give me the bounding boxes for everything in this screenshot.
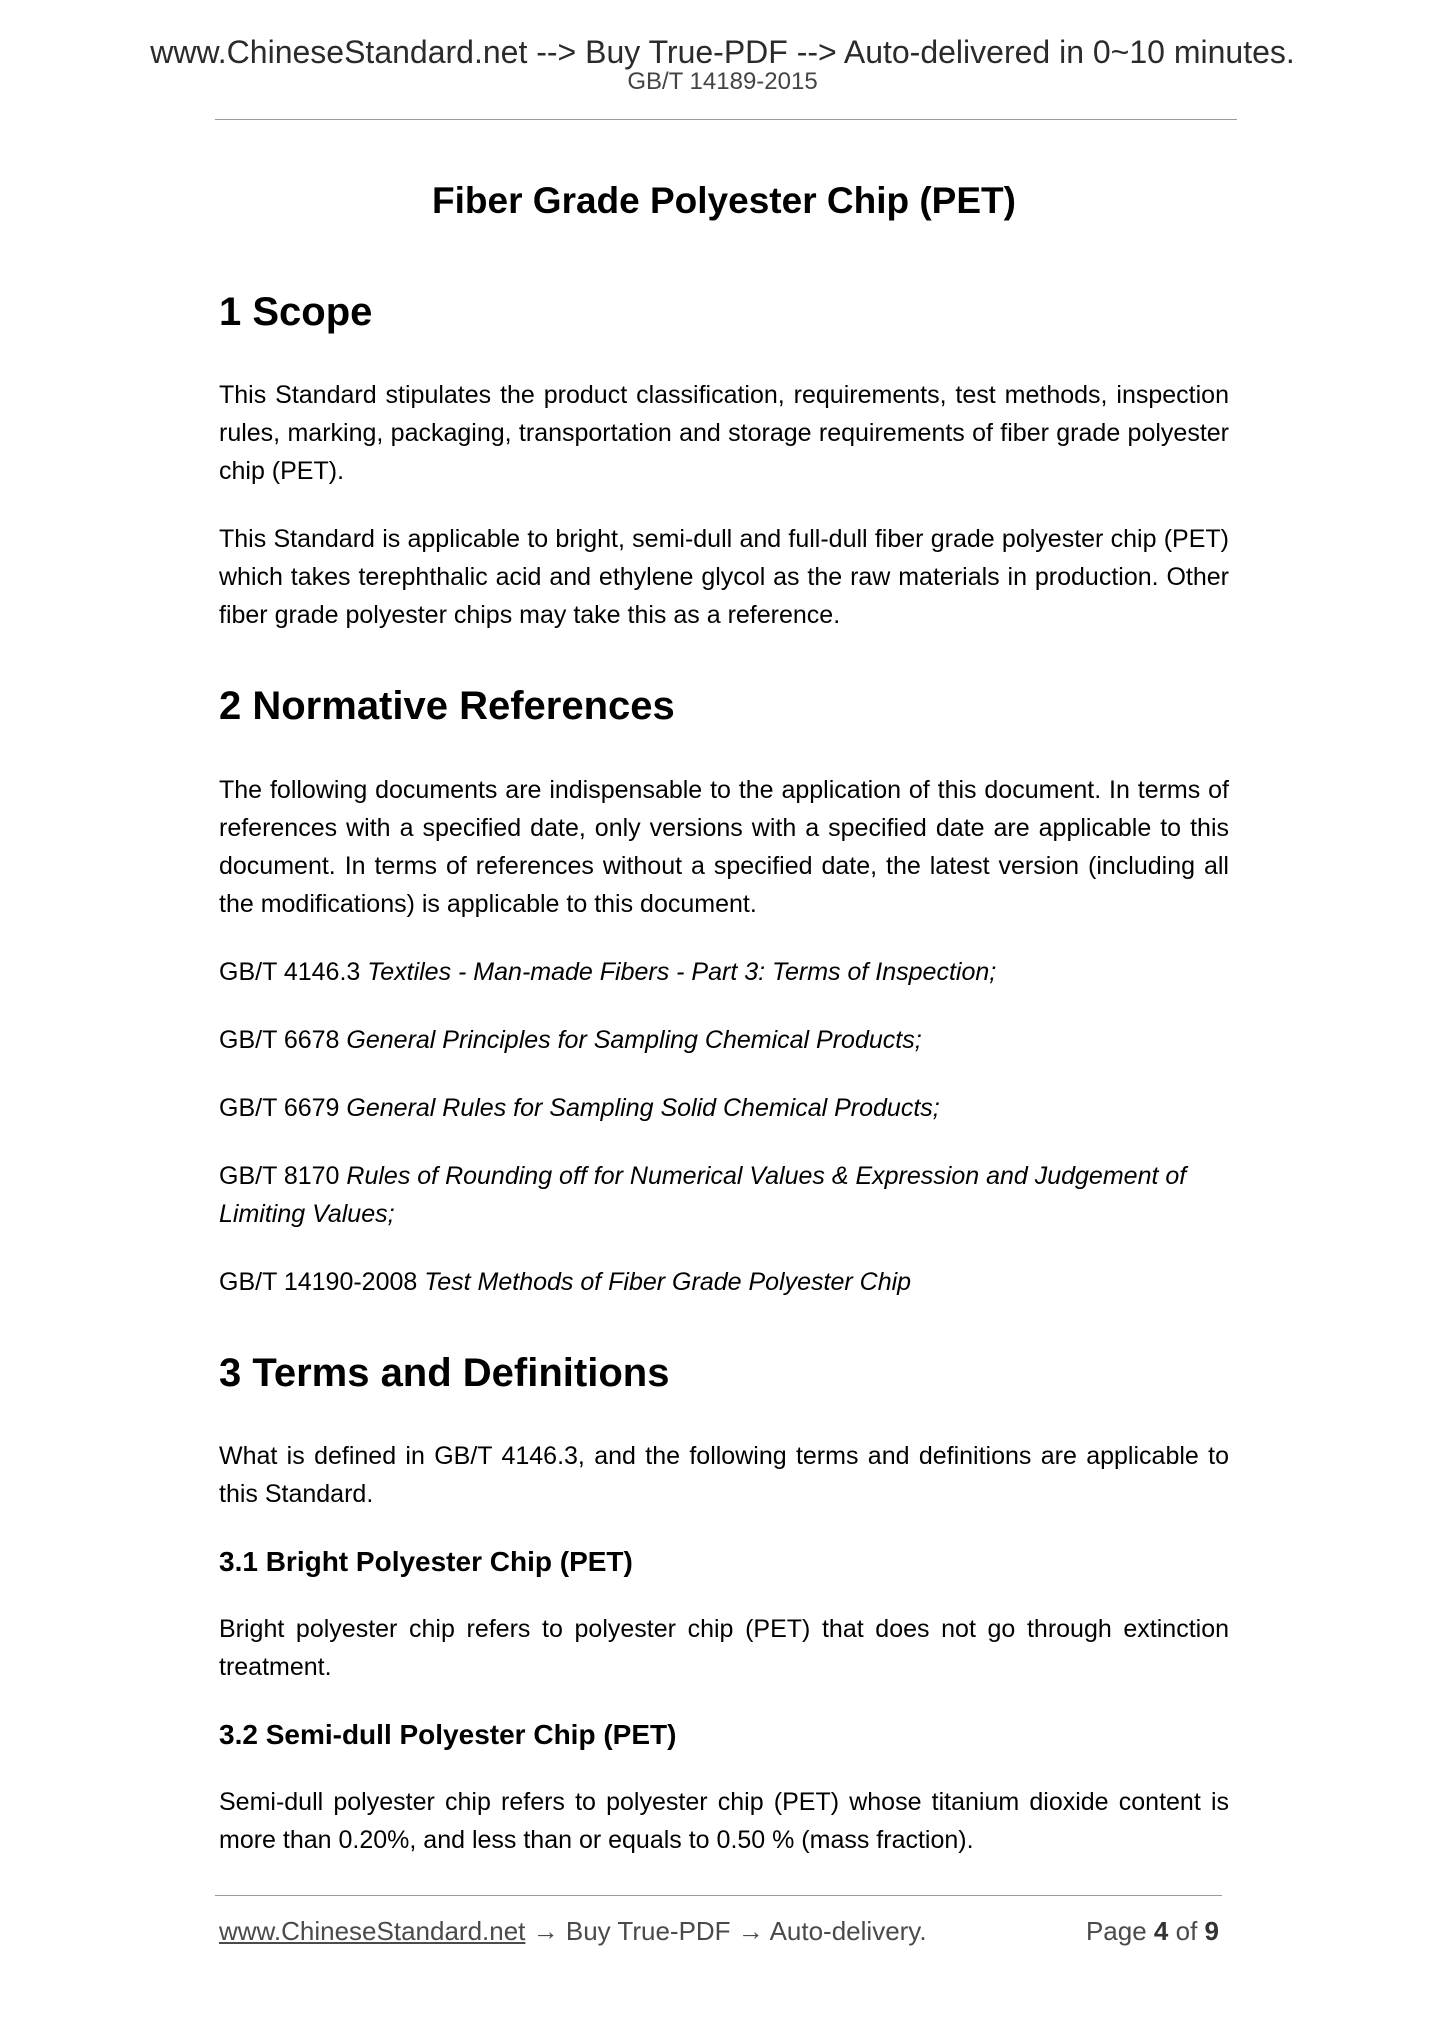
header-divider	[215, 119, 1237, 120]
reference-title: Textiles - Man-made Fibers - Part 3: Terms of Inspection;	[367, 958, 997, 986]
reference-code: GB/T 8170	[219, 1162, 340, 1190]
footer-website-link[interactable]: www.ChineseStandard.net	[219, 1916, 526, 1946]
reference-code: GB/T 6678	[219, 1026, 340, 1054]
subsection-heading-semi-dull: 3.2 Semi-dull Polyester Chip (PET)	[219, 1719, 677, 1750]
page-total: 9	[1204, 1916, 1219, 1946]
reference-title: General Rules for Sampling Solid Chemical Products;	[346, 1094, 940, 1122]
scope-paragraph-1: This Standard stipulates the product classification, requirements, test methods, inspection rules, marking, packaging, transportation and storage requirements of fiber grade polyester chip (PET).	[219, 381, 1229, 485]
reference-code: GB/T 6679	[219, 1094, 340, 1122]
reference-code: GB/T 14190-2008	[219, 1268, 418, 1296]
references-intro: The following documents are indispensable to the application of this document. In terms of references with a specified date, only versions with a specified date are applicable to this document. In terms of references without a specified date, the latest version (including all the modifications) is applicable to this document.	[219, 776, 1229, 918]
reference-item	[219, 953, 1229, 991]
reference-item	[219, 1157, 1229, 1233]
reference-title: Rules of Rounding off for Numerical Values & Expression and Judgement of Limiting Values;	[219, 1162, 1187, 1228]
subsection-heading-bright: 3.1 Bright Polyester Chip (PET)	[219, 1546, 633, 1577]
footer-tagline: → Buy True-PDF → Auto-delivery.	[525, 1916, 927, 1946]
page-footer	[219, 1912, 1219, 1950]
document-title: Fiber Grade Polyester Chip (PET)	[432, 180, 1016, 221]
page-indicator	[1086, 1912, 1219, 1950]
section-heading-references: 2 Normative References	[219, 684, 675, 728]
semi-dull-definition: Semi-dull polyester chip refers to polyester chip (PET) whose titanium dioxide content is more than 0.20%, and less than or equals to 0.50 % (mass fraction).	[219, 1788, 1229, 1854]
scope-paragraph-2: This Standard is applicable to bright, semi-dull and full-dull fiber grade polyester chip (PET) which takes terephthalic acid and ethylene glycol as the raw materials in production. Other fiber grade polyester chips may take this as a reference.	[219, 525, 1229, 629]
page-label: Page	[1085, 1916, 1147, 1946]
footer-divider	[215, 1895, 1222, 1896]
reference-item	[219, 1089, 1229, 1127]
section-heading-scope: 1 Scope	[219, 290, 373, 334]
page-current: 4	[1153, 1916, 1169, 1946]
reference-title: General Principles for Sampling Chemical Products;	[346, 1026, 922, 1054]
reference-code: GB/T 4146.3	[219, 958, 361, 986]
top-banner: www.ChineseStandard.net --> Buy True-PDF --> Auto-delivered in 0~10 minutes.	[150, 34, 1295, 70]
reference-title: Test Methods of Fiber Grade Polyester Chip	[424, 1268, 912, 1296]
bright-definition: Bright polyester chip refers to polyester chip (PET) that does not go through extinction treatment.	[219, 1615, 1229, 1681]
standard-number: GB/T 14189-2015	[627, 68, 818, 95]
reference-item	[219, 1263, 1229, 1301]
terms-intro: What is defined in GB/T 4146.3, and the following terms and definitions are applicable to this Standard.	[219, 1442, 1229, 1508]
section-heading-terms: 3 Terms and Definitions	[219, 1351, 670, 1395]
page-of-label: of	[1175, 1916, 1198, 1946]
reference-item	[219, 1021, 1229, 1059]
